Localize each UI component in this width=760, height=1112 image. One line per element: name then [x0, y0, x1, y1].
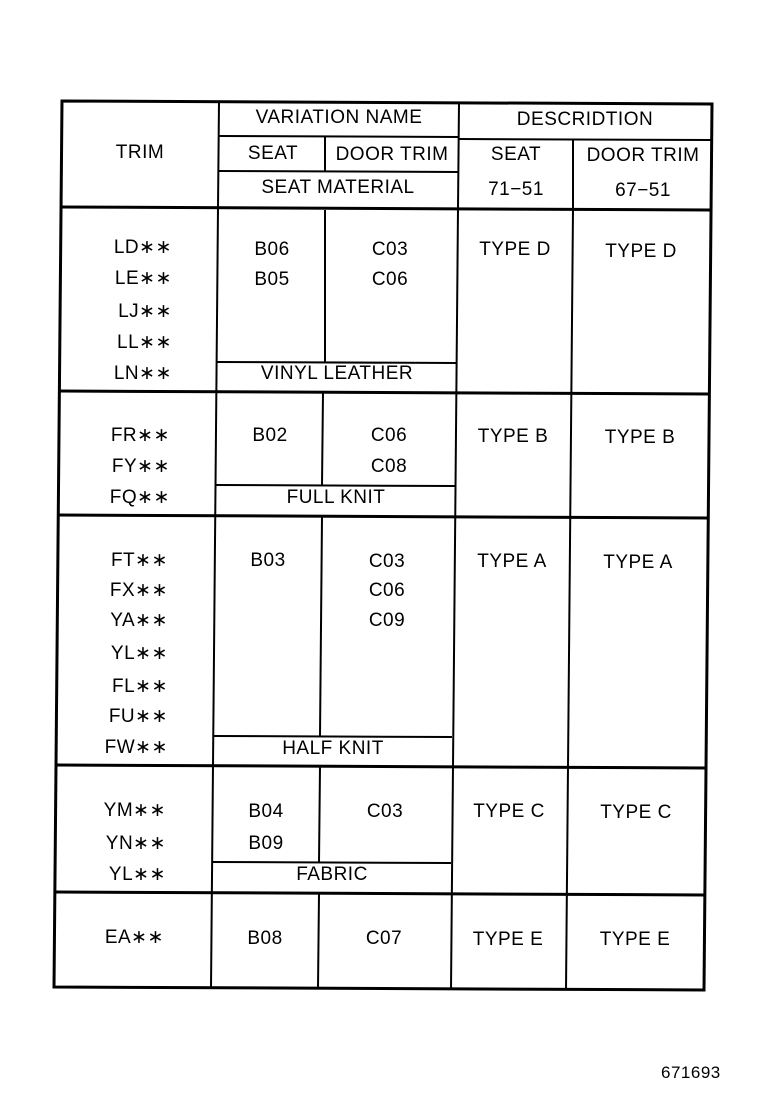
header-desc-door-trim: DOOR TRIM: [586, 145, 700, 166]
group-divider: [57, 515, 708, 518]
door-trim-type: TYPE E: [599, 929, 671, 950]
group-divider: [55, 892, 705, 895]
trim-code: YA∗∗: [110, 610, 168, 631]
header-door-code: 67−51: [615, 180, 671, 201]
trim-code: EA∗∗: [104, 927, 164, 948]
trim-code: YL∗∗: [110, 643, 168, 664]
seat-type: TYPE E: [472, 929, 544, 950]
door-trim-code: C03: [371, 239, 409, 260]
trim-code: YL∗∗: [108, 864, 166, 885]
grid-line: [211, 208, 218, 988]
trim-code: LN∗∗: [113, 363, 172, 384]
group-divider: [59, 391, 709, 394]
grid-line: [214, 736, 452, 737]
trim-code: LJ∗∗: [118, 301, 172, 322]
door-trim-type: TYPE C: [600, 802, 672, 823]
grid-line: [459, 139, 711, 140]
seat-material: FULL KNIT: [286, 487, 386, 508]
grid-line: [458, 103, 459, 209]
figure-id: 671693: [661, 1063, 721, 1082]
header-divider: [61, 207, 711, 210]
header-description: DESCRIDTION: [516, 109, 654, 130]
door-trim-code: C06: [368, 580, 406, 601]
door-trim-code: C06: [371, 269, 409, 290]
seat-code: B09: [248, 833, 284, 854]
header-seat: SEAT: [247, 143, 299, 164]
grid-line: [212, 862, 451, 863]
seat-code: B04: [248, 801, 284, 822]
trim-code: FR∗∗: [110, 425, 170, 446]
grid-line: [320, 517, 322, 736]
header-door-trim: DOOR TRIM: [335, 144, 449, 165]
header-desc-seat: SEAT: [490, 144, 542, 165]
seat-material: FABRIC: [296, 864, 368, 885]
trim-code: FU∗∗: [108, 706, 168, 727]
trim-code: FT∗∗: [110, 550, 168, 571]
header-variation-name: VARIATION NAME: [255, 107, 423, 128]
seat-type: TYPE C: [473, 801, 545, 822]
grid-line: [318, 894, 319, 988]
seat-code: B08: [247, 928, 283, 949]
seat-type: TYPE D: [479, 239, 551, 260]
door-trim-type: TYPE B: [604, 427, 676, 448]
door-trim-type: TYPE D: [605, 241, 677, 262]
trim-code: LD∗∗: [113, 237, 172, 258]
seat-code: B05: [254, 269, 290, 290]
door-trim-code: C09: [368, 610, 406, 631]
trim-code: YM∗∗: [103, 800, 166, 821]
table-border: [54, 101, 712, 990]
trim-code: FX∗∗: [109, 580, 168, 601]
grid-line: [451, 209, 458, 989]
grid-line: [216, 485, 455, 486]
header-trim: TRIM: [115, 142, 165, 163]
door-trim-type: TYPE A: [603, 552, 673, 573]
group-divider: [56, 765, 706, 768]
trim-code: LE∗∗: [114, 268, 172, 289]
seat-material: HALF KNIT: [282, 738, 384, 759]
door-trim-code: C08: [370, 456, 408, 477]
seat-type: TYPE A: [477, 551, 547, 572]
seat-code: B02: [252, 425, 288, 446]
seat-code: B06: [254, 239, 290, 260]
door-trim-code: C07: [365, 928, 403, 949]
grid-line: [219, 171, 459, 172]
grid-line: [319, 767, 320, 862]
door-trim-code: C03: [366, 801, 404, 822]
grid-line: [322, 393, 323, 485]
grid-line: [219, 136, 459, 137]
door-trim-code: C06: [370, 425, 408, 446]
trim-code: FY∗∗: [111, 456, 170, 477]
trim-code: FQ∗∗: [109, 487, 170, 508]
door-trim-code: C03: [368, 551, 406, 572]
trim-code: FW∗∗: [104, 737, 168, 758]
trim-code: LL∗∗: [117, 332, 172, 353]
trim-code: YN∗∗: [105, 833, 166, 854]
seat-type: TYPE B: [477, 426, 549, 447]
grid-line: [566, 209, 573, 990]
seat-material: VINYL LEATHER: [260, 363, 414, 384]
header-seat-code: 71−51: [488, 179, 544, 200]
grid-line: [218, 102, 219, 208]
trim-code: FL∗∗: [111, 676, 168, 697]
seat-code: B03: [250, 550, 286, 571]
header-seat-material: SEAT MATERIAL: [261, 177, 415, 198]
